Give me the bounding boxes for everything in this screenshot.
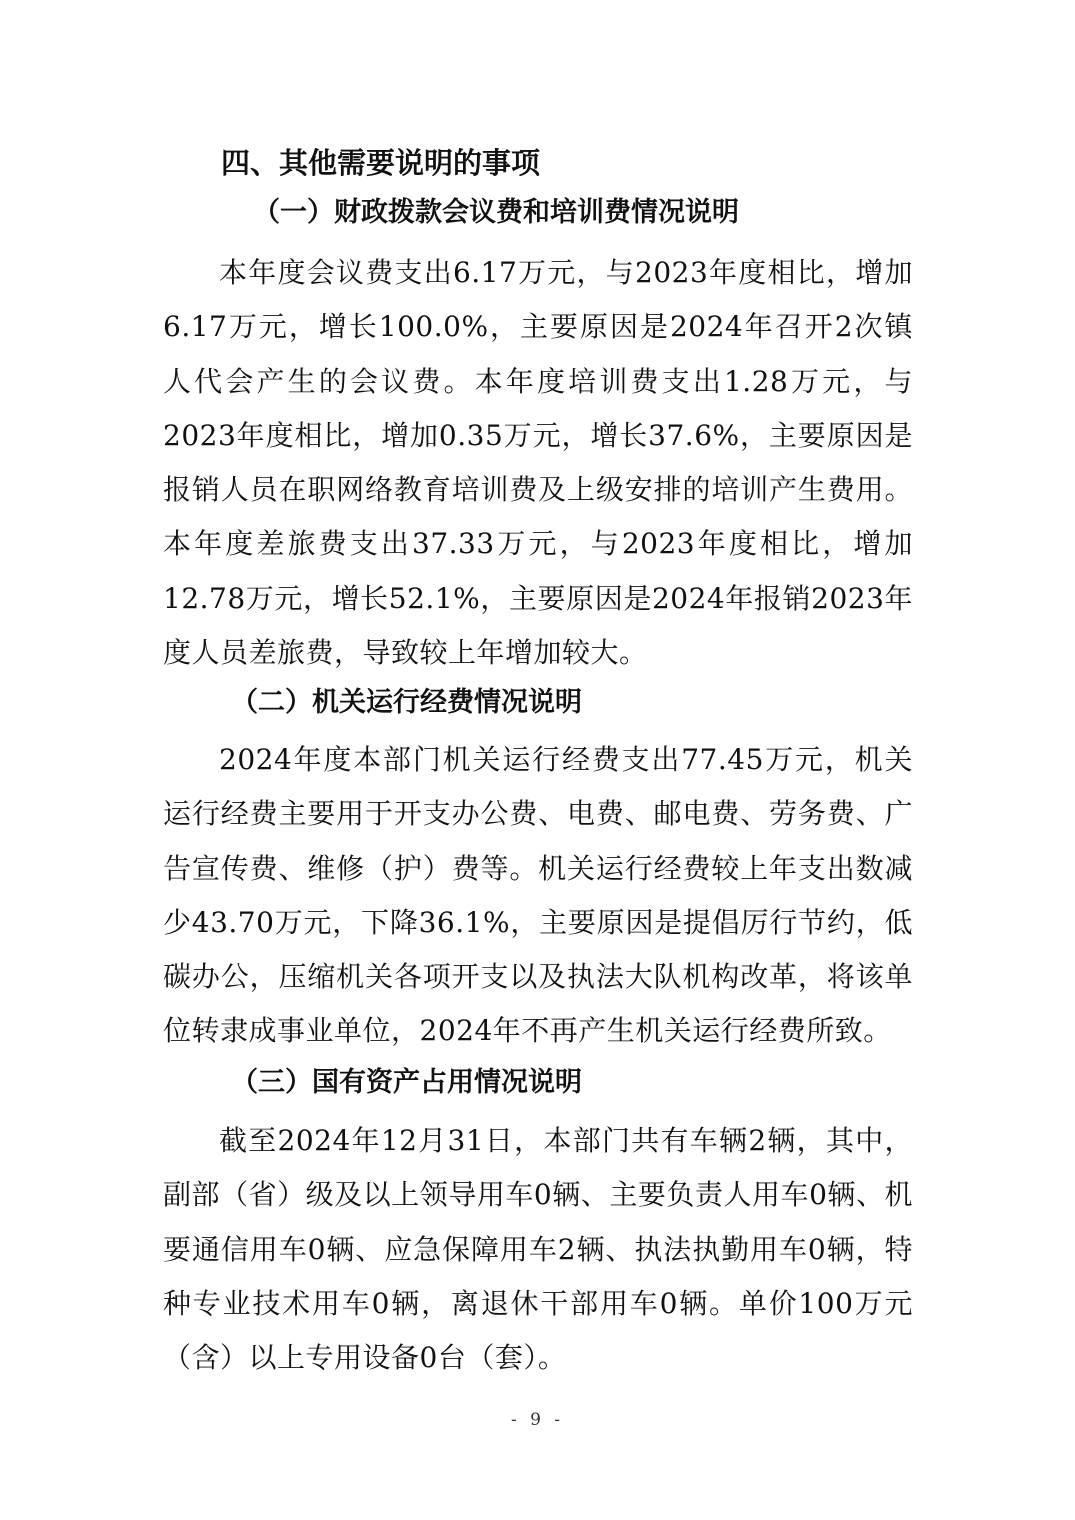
paragraph-state-assets: 截至2024年12月31日，本部门共有车辆2辆，其中，副部（省）级及以上领导用车0辆、主要负责人用车0辆、机要通信用车0辆、应急保障用车2辆、执法执勤用车0辆，特种专业技术用车0辆，离退休干部用车0辆。单价100万元（含）以上专用设备0台（套）。 — [163, 1124, 913, 1375]
section-title: 四、其他需要说明的事项 — [221, 146, 541, 180]
subsection-title-operating-funds: （二）机关运行经费情况说明 — [231, 687, 582, 718]
paragraph-meeting-training: 本年度会议费支出6.17万元，与2023年度相比，增加6.17万元，增长100.0%，主要原因是2024年召开2次镇人代会产生的会议费。本年度培训费支出1.28万元，与2023年度相比，增加0.35万元，增长37.6%，主要原因是报销人员在职网络教育培训费及上级安排的培训产生费用。本年度差旅费支出37.33万元，与2023年度相比，增加12.78万元，增长52.1%，主要原因是2024年报销2023年度人员差旅费，导致较上年增加较大。 — [163, 256, 913, 670]
subsection-title-meeting-training: （一）财政拨款会议费和培训费情况说明 — [253, 197, 739, 228]
subsection-title-state-assets: （三）国有资产占用情况说明 — [231, 1067, 582, 1098]
page-number: - 9 - — [510, 1410, 565, 1430]
paragraph-operating-funds: 2024年度本部门机关运行经费支出77.45万元，机关运行经费主要用于开支办公费、电费、邮电费、劳务费、广告宣传费、维修（护）费等。机关运行经费较上年支出数减少43.70万元，下降36.1%，主要原因是提倡厉行节约，低碳办公，压缩机关各项开支以及执法大队机构改革，将该单位转隶成事业单位，2024年不再产生机关运行经费所致。 — [163, 743, 913, 1048]
